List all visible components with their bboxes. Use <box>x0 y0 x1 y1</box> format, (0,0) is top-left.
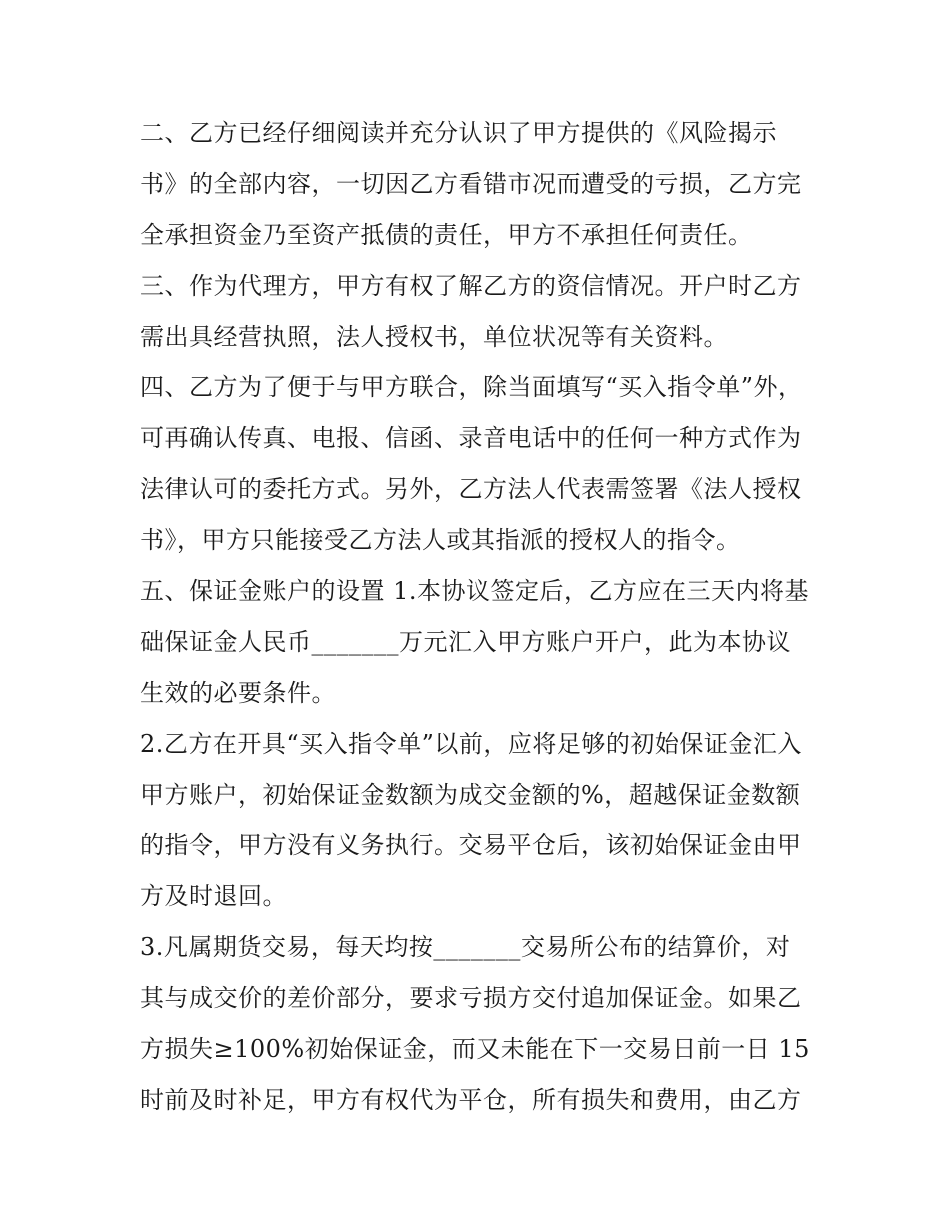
text-line: 方及时退回。 <box>140 882 287 911</box>
text-line: 需出具经营执照，法人授权书，单位状况等有关资料。 <box>140 322 728 351</box>
text-line: 2.乙方在开具“买入指令单”以前，应将足够的初始保证金汇入 <box>140 729 802 758</box>
text-line: 方损失≥100%初始保证金，而又未能在下一交易日前一日 15 <box>140 1035 810 1064</box>
text-line: 可再确认传真、电报、信函、录音电话中的任何一种方式作为 <box>140 424 802 453</box>
text-line: 时前及时补足，甲方有权代为平仓，所有损失和费用，由乙方 <box>140 1085 802 1114</box>
text-line: 全承担资金乃至资产抵债的责任，甲方不承担任何责任。 <box>140 220 753 249</box>
text-line: 甲方账户，初始保证金数额为成交金额的%，超越保证金数额 <box>140 780 801 809</box>
text-line: 法律认可的委托方式。另外，乙方法人代表需签署《法人授权 <box>140 475 802 504</box>
text-line: 的指令，甲方没有义务执行。交易平仓后，该初始保证金由甲 <box>140 831 802 860</box>
text-line: 其与成交价的差价部分，要求亏损方交付追加保证金。如果乙 <box>140 984 802 1013</box>
document-body <box>140 108 820 1126</box>
text-line: 书》，甲方只能接受乙方法人或其指派的授权人的指令。 <box>140 526 741 555</box>
text-line: 五、保证金账户的设置 1.本协议签定后，乙方应在三天内将基 <box>140 577 810 606</box>
text-line: 二、乙方已经仔细阅读并充分认识了甲方提供的《风险揭示 <box>140 119 777 147</box>
text-line: 四、乙方为了便于与甲方联合，除当面填写“买入指令单”外， <box>140 373 803 402</box>
text-line: 础保证金人民币_______万元汇入甲方账户开户，此为本协议 <box>140 627 791 656</box>
text-line: 生效的必要条件。 <box>140 678 336 707</box>
text-line: 书》的全部内容，一切因乙方看错市况而遭受的亏损，乙方完 <box>140 169 802 198</box>
text-line: 3.凡属期货交易，每天均按_______交易所公布的结算价，对 <box>140 933 791 962</box>
text-line: 三、作为代理方，甲方有权了解乙方的资信情况。开户时乙方 <box>140 271 802 300</box>
